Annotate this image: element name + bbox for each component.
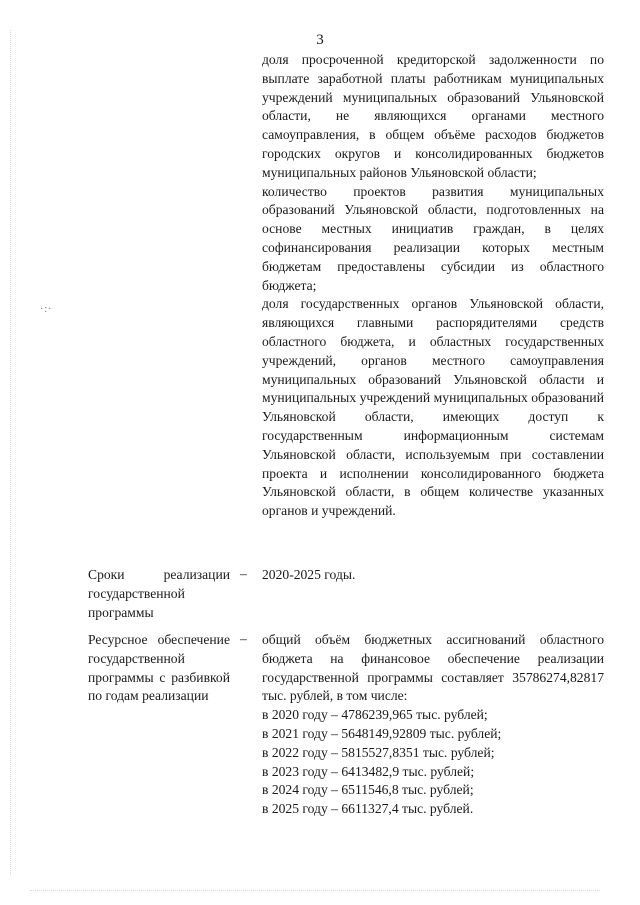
terms-value: 2020-2025 годы. xyxy=(262,567,356,582)
indicator-item: доля государственных органов Ульяновской области, являющихся главными распорядителями средств областного бюджета, и областных государственных учреждений, органов местного самоуправления муниципальных образований Ульяновской области и муниципальных учреждений муниципальных образований Ульяновской области, имеющих доступ к государственным информационным системам Ульяновской области, используемым при составлении проекта и исполнении консолидированного бюджета Ульяновской области, в общем количестве указанных органов и учреждений. xyxy=(262,296,604,519)
funding-intro: общий объём бюджетных ассигнований областного бюджета на финансовое обеспечение реализации государственной программы составляет 35786274,82817 тыс. рублей, в том числе: xyxy=(262,632,604,704)
terms-dash: – xyxy=(240,566,247,581)
terms-label: Сроки реализации государственной программы xyxy=(88,567,230,620)
funding-label: Ресурсное обеспечение государственной программы с разбивкой по годам реализации xyxy=(88,632,230,704)
funding-year-2025: в 2025 году – 6611327,4 тыс. рублей. xyxy=(262,801,474,817)
scan-speck: ·:· xyxy=(40,304,53,315)
funding-year-2022: в 2022 году – 5815527,8351 тыс. рублей; xyxy=(262,744,495,760)
indicator-item: доля просроченной кредиторской задолженности по выплате заработной платы работникам муниципальных учреждений муниципальных образований Ульяновской области, не являющихся органами местного самоуправления, в общем объёме расходов бюджетов городских округов и консолидированных бюджетов муниципальных районов Ульяновской области; xyxy=(262,52,604,180)
scan-edge-line xyxy=(10,30,11,875)
indicator-item: количество проектов развития муниципальных образований Ульяновской области, подготовленных на основе местных инициатив граждан, в целях софинансирования реализации которых местным бюджетам предоставлены субсидии из областного бюджета; xyxy=(262,183,604,293)
funding-dash: – xyxy=(240,631,247,646)
indicators-list xyxy=(262,51,604,521)
page-number: 3 xyxy=(316,32,324,48)
funding-year-2021: в 2021 году – 5648149,92809 тыс. рублей; xyxy=(262,725,502,741)
scan-bottom-line xyxy=(30,890,600,891)
funding-details xyxy=(262,631,604,819)
funding-year-2023: в 2023 году – 6413482,9 тыс. рублей; xyxy=(262,763,475,779)
funding-year-2024: в 2024 году – 6511546,8 тыс. рублей; xyxy=(262,782,474,798)
funding-year-2020: в 2020 году – 4786239,965 тыс. рублей; xyxy=(262,707,488,723)
